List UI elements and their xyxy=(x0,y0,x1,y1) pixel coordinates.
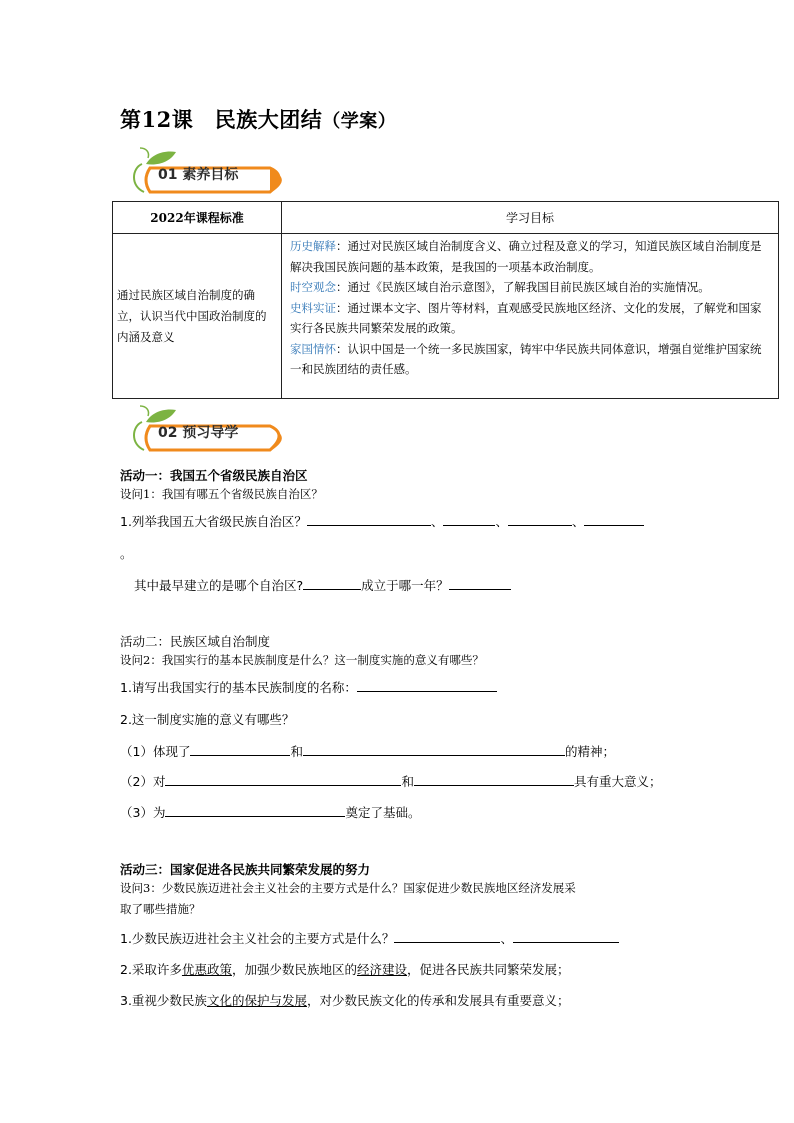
activity3-question-line2: 取了哪些措施？ xyxy=(120,902,201,916)
point-text: 奠定了基础。 xyxy=(345,805,421,820)
activity1-title: 活动一：我国五个省级民族自治区 xyxy=(120,468,308,483)
underlined-term: 优惠政策 xyxy=(181,962,232,977)
activity2-q2: 2.这一制度实施的意义有哪些？ xyxy=(120,712,295,727)
activity2-point3 xyxy=(120,803,420,821)
point-text: （1）体现了 xyxy=(120,744,191,759)
q2-text: 2.采取许多 xyxy=(120,962,182,977)
goal-text: ：通过课本文字、图片等材料，直观感受民族地区经济、文化的发展，了解党和国家实行各民族共同繁荣发展的政策。 xyxy=(290,300,762,335)
goal-text: ：认识中国是一个统一多民族国家，铸牢中华民族共同体意识，增强自觉维护国家统一和民族团结的责任感。 xyxy=(290,341,762,376)
learning-goals-cell xyxy=(282,234,779,399)
section-label: 01 素养目标 xyxy=(158,167,239,183)
activity3-question-line1: 设问3：少数民族迈进社会主义社会的主要方式是什么？国家促进少数民族地区经济发展采 xyxy=(120,881,576,895)
q1-text: 1.少数民族迈进社会主义社会的主要方式是什么？ xyxy=(120,931,395,946)
answer-blank[interactable] xyxy=(307,512,431,526)
curriculum-standard-cell: 通过民族区域自治制度的确立，认识当代中国政治制度的内涵及意义 xyxy=(113,234,282,399)
section-banner-preview xyxy=(120,404,290,454)
answer-blank[interactable] xyxy=(584,512,644,526)
separator: 、 xyxy=(571,514,585,529)
q2-text: 成立于哪一年？ xyxy=(361,578,449,593)
page-title xyxy=(120,104,396,134)
goal-item xyxy=(290,277,770,298)
activity2-question: 设问2：我国实行的基本民族制度是什么？这一制度实施的意义有哪些？ xyxy=(120,653,484,667)
answer-blank[interactable] xyxy=(443,512,495,526)
answer-blank[interactable] xyxy=(165,803,345,817)
answer-blank[interactable] xyxy=(303,576,361,590)
goal-item xyxy=(290,339,770,380)
point-text: （3）为 xyxy=(120,805,166,820)
activity3-q2 xyxy=(120,960,570,978)
separator: 、 xyxy=(495,514,508,529)
answer-blank[interactable] xyxy=(414,772,574,786)
point-text: 和 xyxy=(401,774,414,789)
activity3-title: 活动三：国家促进各民族共同繁荣发展的努力 xyxy=(120,862,371,877)
goal-text: ：通过《民族区域自治示意图》，了解我国目前民族区域自治的实施情况。 xyxy=(336,280,710,294)
point-text: 具有重大意义； xyxy=(573,774,662,789)
table-header-goals: 学习目标 xyxy=(282,202,779,234)
activity3-q1 xyxy=(120,929,619,947)
activity3-q3 xyxy=(120,991,569,1009)
activity2-title: 活动二：民族区域自治制度 xyxy=(120,634,271,649)
activity2-point1 xyxy=(120,742,615,760)
answer-blank[interactable] xyxy=(513,929,619,943)
activity1-end: 。 xyxy=(120,546,133,561)
goal-label: 历史解释 xyxy=(290,239,336,253)
answer-blank[interactable] xyxy=(508,512,572,526)
goal-text: ：通过对民族区域自治制度含义、确立过程及意义的学习，知道民族区域自治制度是解决我国民族问题的基本政策，是我国的一项基本政治制度。 xyxy=(290,239,762,274)
goal-label: 时空观念 xyxy=(290,280,336,294)
separator: 、 xyxy=(430,514,444,529)
answer-blank[interactable] xyxy=(357,678,497,692)
activity1-q2 xyxy=(134,576,511,594)
q2-text: ，加强少数民族地区的 xyxy=(231,962,357,977)
underlined-term: 文化的保护与发展 xyxy=(206,993,307,1008)
q2-text: 其中最早建立的是哪个自治区? xyxy=(134,578,304,593)
point-text: （2）对 xyxy=(120,774,166,789)
underlined-term: 经济建设 xyxy=(356,962,407,977)
activity2-point2 xyxy=(120,772,661,790)
goal-item xyxy=(290,236,770,277)
goal-item xyxy=(290,298,770,339)
goals-table xyxy=(112,201,779,399)
title-main: 第12课 民族大团结 xyxy=(120,107,323,132)
q3-text: 3.重视少数民族 xyxy=(120,993,207,1008)
activity1-question: 设问1：我国有哪五个省级民族自治区？ xyxy=(120,487,323,501)
answer-blank[interactable] xyxy=(165,772,401,786)
section-label: 02 预习导学 xyxy=(158,425,239,441)
answer-blank[interactable] xyxy=(449,576,511,590)
point-text: 和 xyxy=(290,744,303,759)
q3-text: ，对少数民族文化的传承和发展具有重要意义； xyxy=(306,993,570,1008)
q1-text: 1.请写出我国实行的基本民族制度的名称： xyxy=(120,680,357,695)
answer-blank[interactable] xyxy=(190,742,290,756)
q1-text: 1.列举我国五大省级民族自治区？ xyxy=(120,514,307,529)
section-banner-goals xyxy=(120,146,290,196)
goal-label: 家国情怀 xyxy=(290,341,336,356)
activity1-q1 xyxy=(120,512,644,530)
q2-text: ，促进各民族共同繁荣发展； xyxy=(406,962,570,977)
goal-label: 史料实证 xyxy=(290,300,336,315)
separator: 、 xyxy=(500,931,513,946)
point-text: 的精神； xyxy=(564,744,615,759)
answer-blank[interactable] xyxy=(303,742,565,756)
title-sub: （学案） xyxy=(322,111,397,132)
activity2-q1 xyxy=(120,678,497,696)
table-header-standard: 2022年课程标准 xyxy=(113,202,282,234)
answer-blank[interactable] xyxy=(394,929,500,943)
